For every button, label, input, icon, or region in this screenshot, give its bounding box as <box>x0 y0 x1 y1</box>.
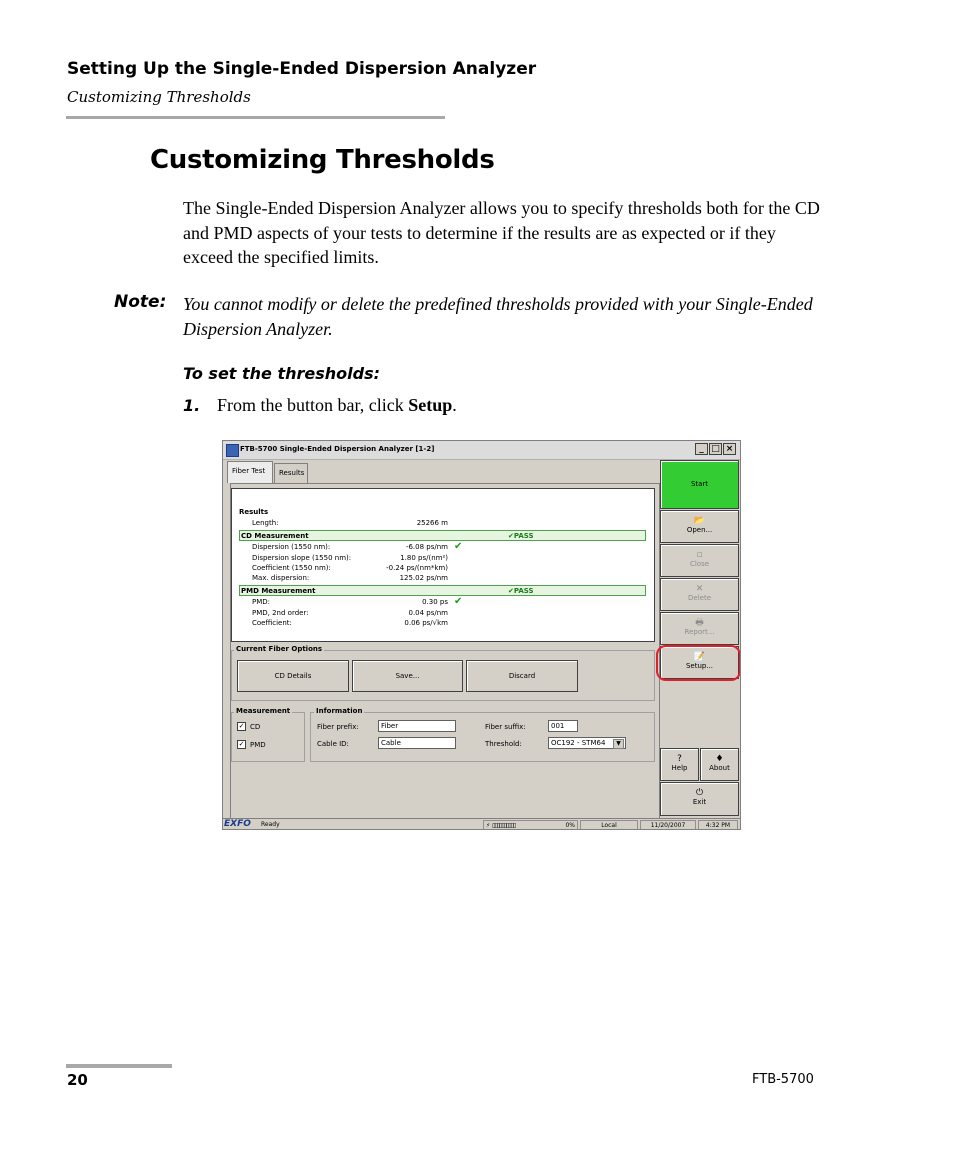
cd-pass-text: PASS <box>513 532 534 540</box>
about-button-label: About <box>709 764 730 772</box>
pmd-measurement-label: PMD Measurement <box>241 587 316 595</box>
discard-button[interactable]: Discard <box>466 660 578 692</box>
page-heading: Customizing Thresholds <box>150 145 495 175</box>
open-button[interactable] <box>660 510 739 543</box>
setup-icon: 📝 <box>693 652 706 662</box>
cable-id-label: Cable ID: <box>317 740 349 748</box>
fiber-options-title: Current Fiber Options <box>236 645 323 653</box>
pmd-row-value: 0.06 ps/√km <box>404 619 448 627</box>
check-icon: ✔ <box>454 541 463 552</box>
progress-indicator <box>483 820 578 830</box>
pmd-row-value: 0.04 ps/nm <box>408 609 448 617</box>
report-button-label: Report... <box>684 628 715 636</box>
cd-details-button[interactable]: CD Details <box>237 660 349 692</box>
fiber-suffix-label: Fiber suffix: <box>485 723 526 731</box>
header-rule <box>66 116 445 119</box>
pmd-pass-status: ✔PASS <box>508 587 534 595</box>
report-button[interactable] <box>660 612 739 645</box>
cd-measurement-bar <box>239 530 646 541</box>
procedure-title: To set the thresholds: <box>183 364 381 383</box>
delete-button[interactable] <box>660 578 739 611</box>
measurement-group <box>231 712 305 762</box>
start-button[interactable] <box>660 460 739 509</box>
pmd-row-label: PMD, 2nd order: <box>252 609 309 617</box>
minimize-button[interactable]: _ <box>695 443 708 455</box>
length-label: Length: <box>252 519 279 527</box>
cable-id-field[interactable]: Cable <box>378 737 456 749</box>
cd-row-label: Max. dispersion: <box>252 574 310 582</box>
threshold-label: Threshold: <box>485 740 522 748</box>
product-name: FTB-5700 <box>752 1072 814 1087</box>
open-button-label: Open... <box>686 526 713 534</box>
note-label: Note: <box>114 292 167 312</box>
status-date: 11/20/2007 <box>640 820 696 830</box>
threshold-select[interactable] <box>548 737 626 749</box>
measurement-title: Measurement <box>236 707 291 715</box>
delete-icon: ✕ <box>695 584 704 594</box>
footer-rule <box>66 1064 172 1068</box>
note-text: You cannot modify or delete the predefined thresholds provided with your Single-Ended Dispersion Analyzer. <box>183 294 813 339</box>
folder-open-icon: 📂 <box>693 516 706 526</box>
page-number: 20 <box>67 1071 88 1089</box>
tab-results[interactable]: Results <box>274 463 308 483</box>
status-time: 4:32 PM <box>698 820 738 830</box>
cd-row-value: 1.80 ps/(nm²) <box>400 554 448 562</box>
status-bar <box>223 818 740 830</box>
cd-row-value: 125.02 ps/nm <box>399 574 448 582</box>
step-text-before: From the button bar, click <box>217 395 409 415</box>
step-number: 1. <box>183 396 201 415</box>
delete-button-label: Delete <box>688 594 711 602</box>
help-icon: ? <box>677 754 682 764</box>
start-button-label: Start <box>690 480 709 488</box>
about-button[interactable] <box>700 748 739 781</box>
tab-fiber-test[interactable]: Fiber Test <box>227 461 273 483</box>
pmd-measurement-bar <box>239 585 646 596</box>
exfo-logo: EXFO <box>224 819 251 829</box>
about-icon: ♦ <box>715 754 724 764</box>
fiber-suffix-field[interactable]: 001 <box>548 720 578 732</box>
exit-button[interactable] <box>660 782 739 816</box>
results-title: Results <box>239 508 269 516</box>
window-titlebar <box>223 441 740 460</box>
close-button-label: Close <box>689 560 710 568</box>
chapter-title: Setting Up the Single-Ended Dispersion Analyzer <box>67 59 537 79</box>
exit-button-label: Exit <box>692 798 707 806</box>
cd-row-label: Coefficient (1550 nm): <box>252 564 331 572</box>
cd-row-value: -0.24 ps/(nm*km) <box>386 564 448 572</box>
save-button[interactable]: Save... <box>352 660 463 692</box>
information-title: Information <box>316 707 363 715</box>
threshold-select-value: OC192 - STM64 <box>551 739 606 747</box>
close-window-button[interactable]: × <box>723 443 736 455</box>
status-location: Local <box>580 820 638 830</box>
progress-blocks: ▯▯▯▯▯▯▯▯▯▯ <box>492 822 516 829</box>
status-ready: Ready <box>261 821 280 828</box>
help-button-label: Help <box>671 764 688 772</box>
pmd-row-label: PMD: <box>252 598 271 606</box>
setup-highlight-circle <box>656 645 741 681</box>
section-subtitle: Customizing Thresholds <box>67 88 251 106</box>
check-icon: ✔ <box>454 596 463 607</box>
pmd-pass-text: PASS <box>513 587 534 595</box>
results-box <box>231 488 655 642</box>
close-file-icon: ▫ <box>696 550 703 560</box>
step-text <box>217 395 457 416</box>
length-value: 25266 m <box>416 519 448 527</box>
help-button[interactable] <box>660 748 699 781</box>
chevron-down-icon[interactable]: ▼ <box>613 739 624 749</box>
app-icon <box>226 444 239 457</box>
window-title: FTB-5700 Single-Ended Dispersion Analyzer [1-2] <box>240 445 435 453</box>
cd-checkbox[interactable]: ✓ <box>238 722 245 730</box>
cd-checkbox-label: CD <box>250 723 261 731</box>
progress-icon: ⚡ <box>486 822 491 829</box>
app-screenshot <box>222 440 741 830</box>
cd-row-label: Dispersion (1550 nm): <box>252 543 331 551</box>
setup-button-label: Setup... <box>685 662 714 670</box>
fiber-prefix-field[interactable]: Fiber <box>378 720 456 732</box>
pmd-checkbox[interactable]: ✓ <box>238 740 245 748</box>
report-icon: 🖶 <box>695 618 704 628</box>
close-button[interactable] <box>660 544 739 577</box>
maximize-button[interactable]: □ <box>709 443 722 455</box>
intro-paragraph: The Single-Ended Dispersion Analyzer allows you to specify thresholds both for the CD and PMD aspects of your tests to determine if the results are as expected or if they exceed the specified limits. <box>183 198 820 267</box>
cd-row-value: -6.08 ps/nm <box>405 543 448 551</box>
progress-percent: 0% <box>565 822 575 829</box>
pmd-row-label: Coefficient: <box>252 619 292 627</box>
pmd-checkbox-label: PMD <box>250 741 266 749</box>
cd-row-label: Dispersion slope (1550 nm): <box>252 554 352 562</box>
cd-measurement-label: CD Measurement <box>241 532 309 540</box>
pmd-row-value: 0.30 ps <box>422 598 448 606</box>
step-text-bold: Setup <box>408 395 453 415</box>
power-icon: ⏻ <box>695 788 704 798</box>
step-text-after: . <box>452 395 457 415</box>
cd-pass-status: ✔PASS <box>508 532 534 540</box>
fiber-prefix-label: Fiber prefix: <box>317 723 359 731</box>
